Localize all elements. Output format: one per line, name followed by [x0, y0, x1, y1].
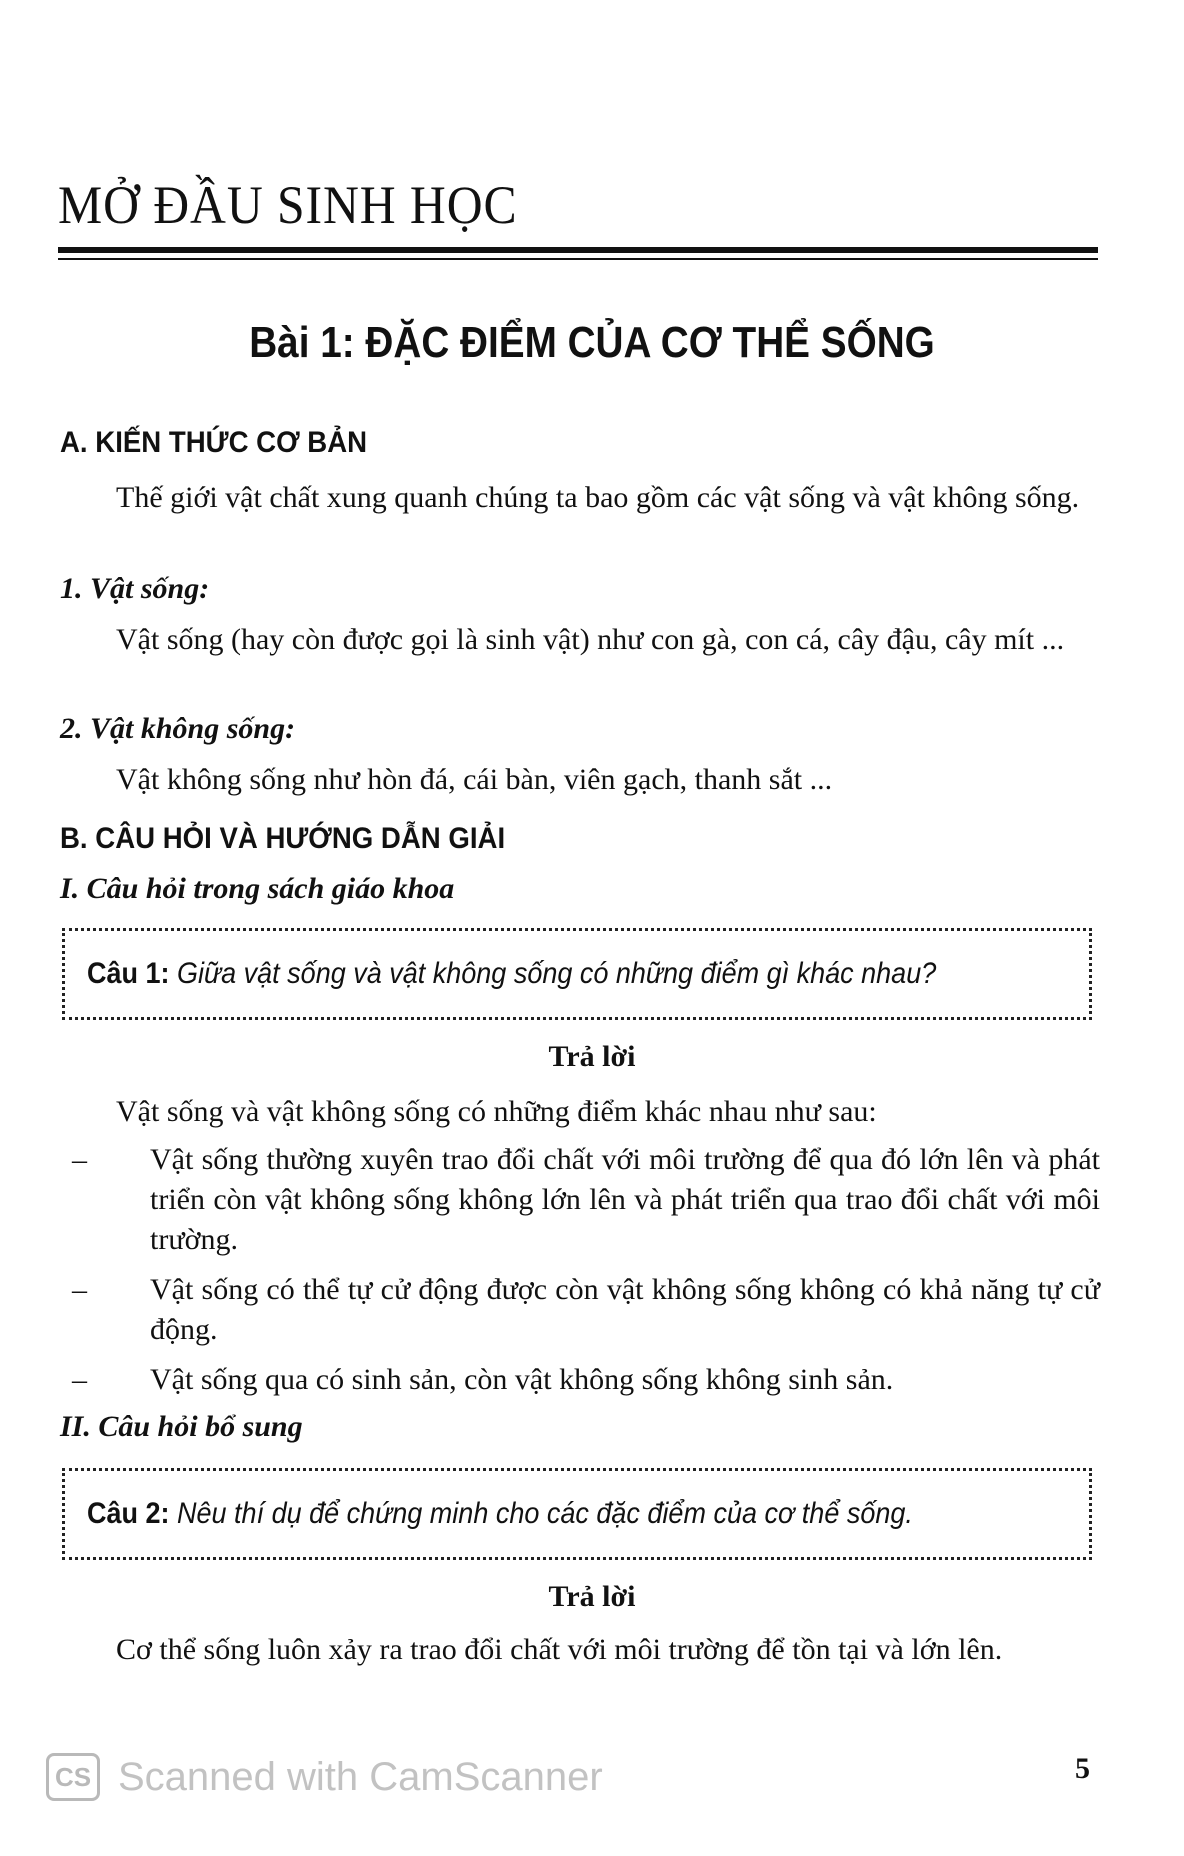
page-number: 5 [1075, 1752, 1090, 1785]
section-a-intro: Thế giới vật chất xung quanh chúng ta bao gồm các vật sống và vật không sống. [116, 481, 1080, 514]
item-2-label: 2. Vật không sống: [60, 712, 296, 745]
part-2-label: II. Câu hỏi bổ sung [60, 1410, 303, 1443]
question-1-text: Giữa vật sống và vật không sống có những điểm gì khác nhau? [177, 957, 937, 990]
camscanner-watermark [46, 1750, 603, 1804]
question-1-label: Câu 1: [87, 957, 170, 990]
answer-1-bullet: – Vật sống có thể tự cử động được còn vật không sống không có khả năng tự cử động. [60, 1270, 1100, 1350]
question-2-box [62, 1468, 1092, 1560]
item-2-text: Vật không sống như hòn đá, cái bàn, viên gạch, thanh sắt ... [116, 763, 833, 796]
bullet-dash: – [72, 1143, 87, 1176]
section-b-heading: B. CÂU HỎI VÀ HƯỚNG DẪN GIẢI [60, 822, 506, 855]
title-rule-thick [58, 247, 1098, 253]
answer-1-bullet: – Vật sống thường xuyên trao đổi chất với môi trường để qua đó lớn lên và phát triển còn vật không sống không lớn lên và phát triển qua trao đổi chất với môi trường. [60, 1140, 1100, 1260]
watermark-text: Scanned with CamScanner [118, 1754, 603, 1799]
chapter-title: MỞ ĐẦU SINH HỌC [58, 175, 518, 235]
question-2 [87, 1497, 913, 1531]
answer-1-bullet: – Vật sống qua có sinh sản, còn vật không sống không sinh sản. [60, 1360, 1100, 1400]
question-2-text: Nêu thí dụ để chứng minh cho các đặc điểm của cơ thể sống. [177, 1497, 913, 1530]
question-1 [87, 957, 936, 991]
answer-1-intro: Vật sống và vật không sống có những điểm khác nhau như sau: [116, 1095, 877, 1128]
question-2-label: Câu 2: [87, 1497, 170, 1530]
title-rule-thin [58, 258, 1098, 260]
camscanner-logo-icon: CS [46, 1753, 100, 1801]
bullet-dash: – [72, 1363, 87, 1396]
part-1-label: I. Câu hỏi trong sách giáo khoa [60, 872, 455, 905]
question-1-box [62, 928, 1092, 1020]
item-1-text: Vật sống (hay còn được gọi là sinh vật) như con gà, con cá, cây đậu, cây mít ... [116, 623, 1065, 656]
bullet-dash: – [72, 1273, 87, 1306]
item-1-label: 1. Vật sống: [60, 572, 210, 605]
answer-2-text: Cơ thể sống luôn xảy ra trao đổi chất với môi trường để tồn tại và lớn lên. [116, 1633, 1003, 1666]
answer-2-title: Trả lời [548, 1580, 636, 1613]
lesson-title: Bài 1: ĐẶC ĐIỂM CỦA CƠ THỂ SỐNG [249, 318, 935, 367]
section-a-heading: A. KIẾN THỨC CƠ BẢN [60, 426, 368, 459]
answer-1-title: Trả lời [548, 1040, 636, 1073]
